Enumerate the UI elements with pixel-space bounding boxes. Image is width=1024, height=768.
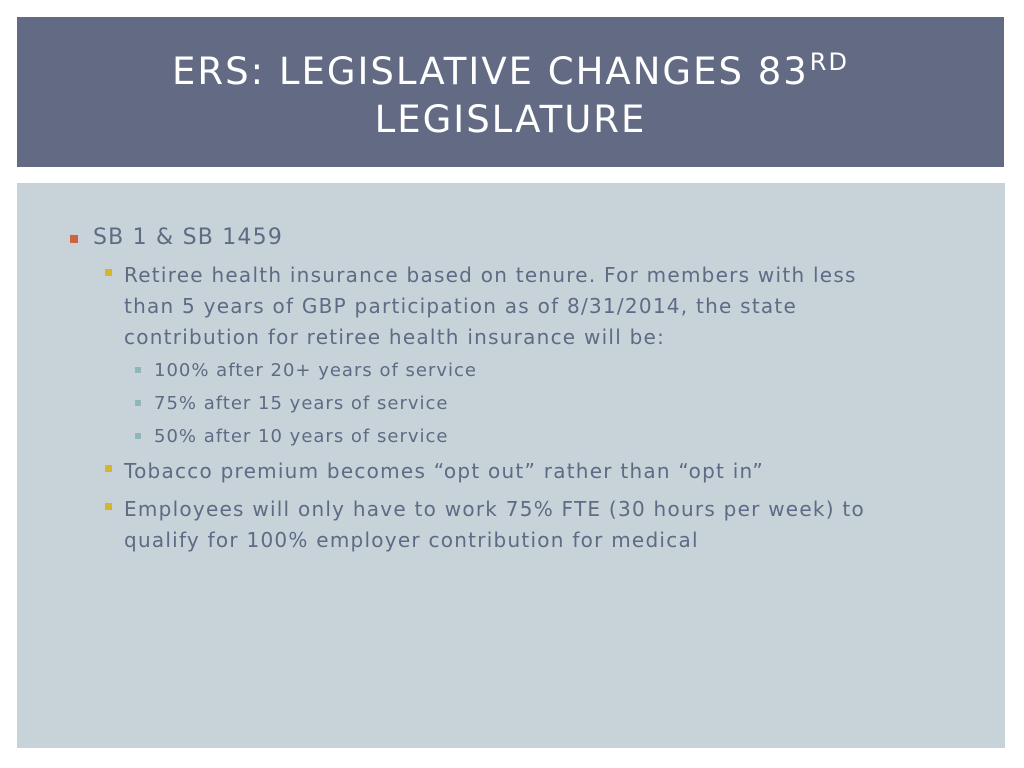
bullet-service-10 — [135, 425, 448, 449]
bullet-square-icon — [105, 269, 112, 276]
bullet-employees-text — [124, 494, 865, 556]
bullet-sb1-text: SB 1 & SB 1459 — [93, 225, 284, 250]
bullet-service-10-text: 50% after 10 years of service — [154, 426, 449, 447]
bullet-square-icon — [105, 465, 112, 472]
bullet-square-icon — [135, 433, 141, 439]
slide-title — [172, 48, 849, 144]
bullet-service-15 — [135, 392, 448, 416]
bullet-retiree-health — [105, 260, 857, 353]
content-panel — [17, 183, 1005, 748]
slide-title-second-line: LEGISLATURE — [374, 98, 647, 141]
text-line: Employees will only have to work 75% FTE (30 hours per week) to — [124, 497, 865, 521]
text-line: than 5 years of GBP participation as of 8/31/2014, the state — [124, 294, 798, 318]
bullet-square-icon — [135, 367, 141, 373]
text-line: contribution for retiree health insurance will be: — [124, 325, 666, 349]
slide-title-superscript: RD — [809, 48, 849, 76]
bullet-tobacco-text: Tobacco premium becomes “opt out” rather than “opt in” — [124, 459, 764, 483]
title-bar — [17, 17, 1004, 167]
bullet-service-20 — [135, 359, 477, 383]
slide-title-main: ERS: LEGISLATIVE CHANGES 83 — [172, 50, 809, 93]
bullet-service-15-text: 75% after 15 years of service — [154, 393, 449, 414]
text-line: Retiree health insurance based on tenure. For members with less — [124, 263, 857, 287]
bullet-tobacco — [105, 456, 764, 487]
bullet-sb1 — [70, 224, 283, 252]
bullet-service-20-text: 100% after 20+ years of service — [154, 360, 477, 381]
bullet-retiree-health-text — [124, 260, 857, 353]
bullet-square-icon — [135, 400, 141, 406]
bullet-employees — [105, 494, 865, 556]
text-line: qualify for 100% employer contribution for medical — [124, 528, 699, 552]
bullet-square-icon — [105, 503, 112, 510]
bullet-square-icon — [70, 235, 78, 243]
